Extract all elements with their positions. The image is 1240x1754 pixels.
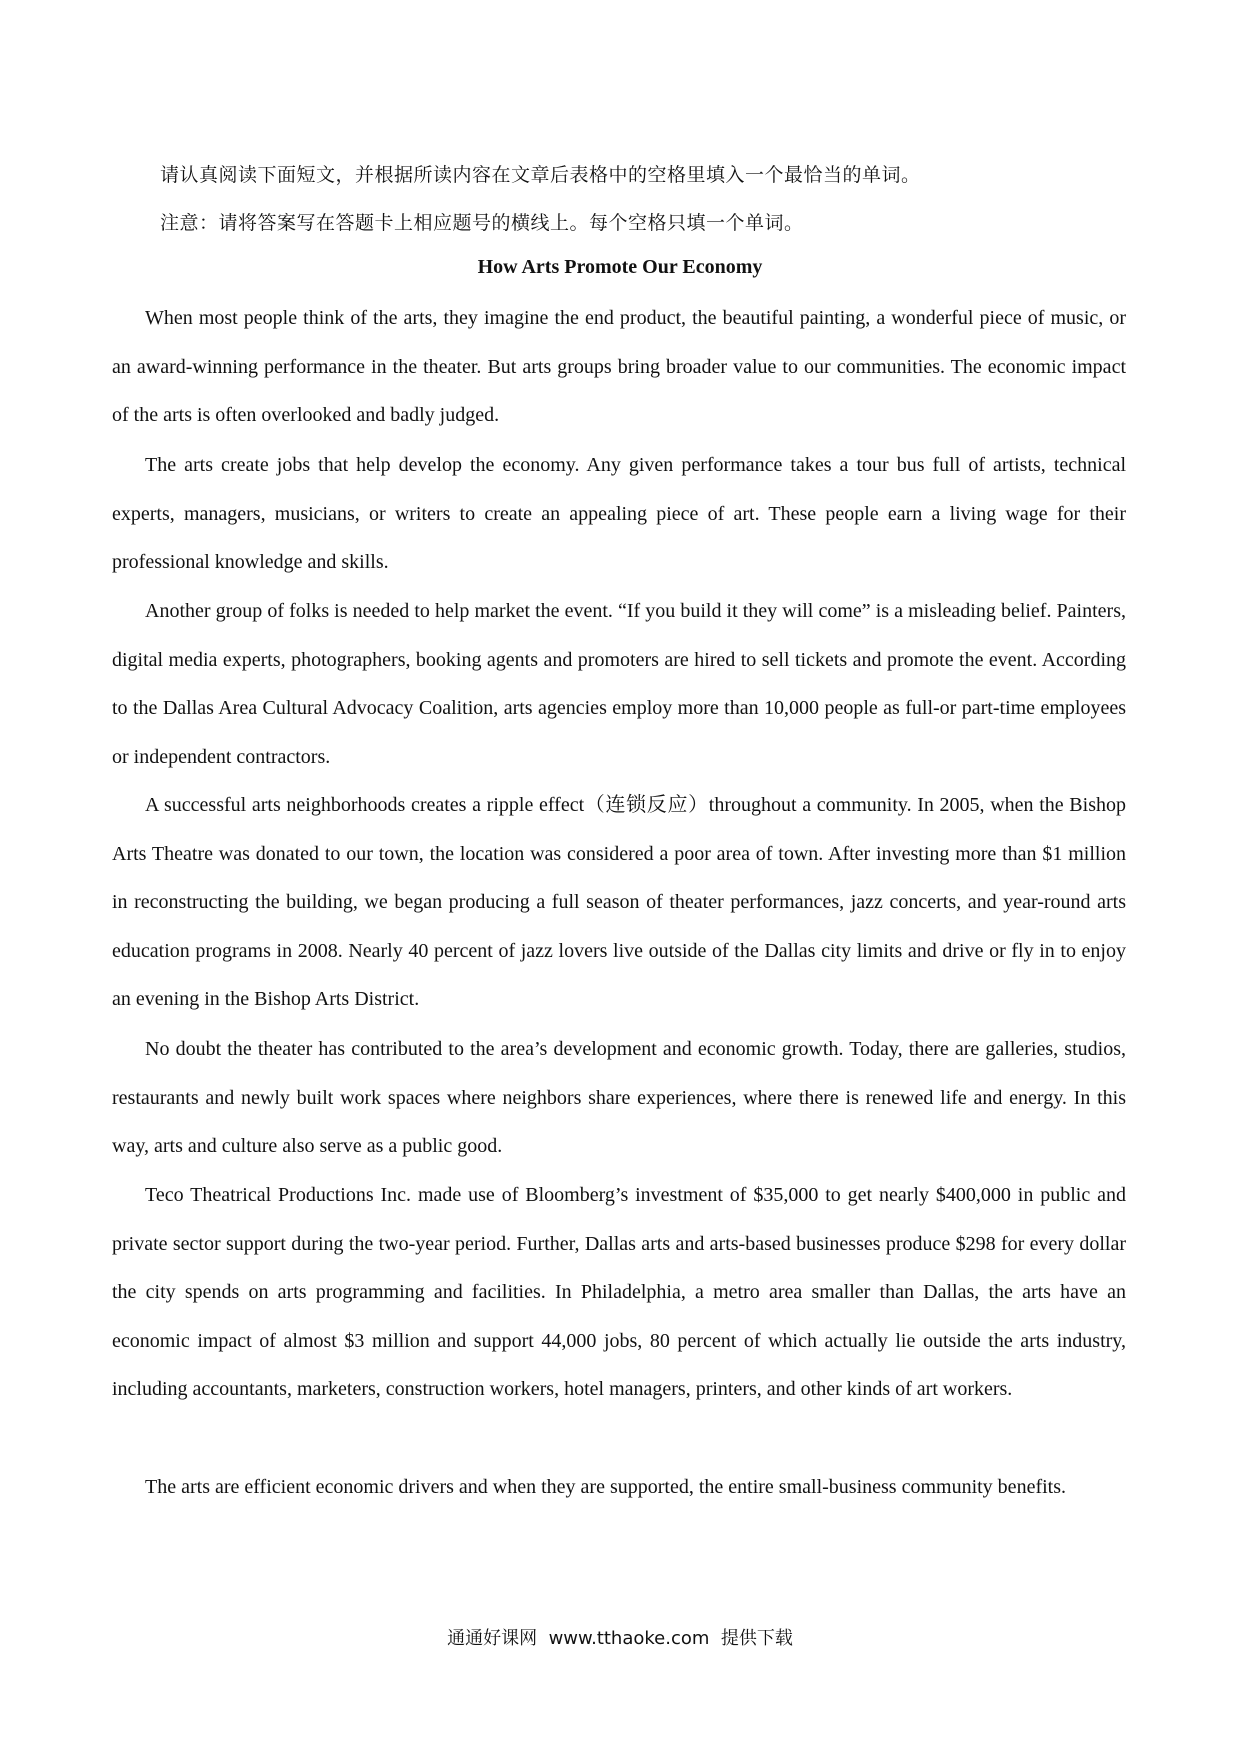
paragraph-3: Another group of folks is needed to help market the event. “If you build it they will come” is a misleading belief. Painters, digital media experts, photographers, booking agents and promoters are hired to sell tickets and promote the event. According to the Dallas Area Cultural Advocacy Coalition, arts agencies employ more than 10,000 people as full-or part-time employees or independent contractors.	[112, 600, 1126, 768]
paragraph-2: The arts create jobs that help develop the economy. Any given performance takes a tour bus full of artists, technical experts, managers, musicians, or writers to create an appealing piece of art. These people earn a living wage for their professional knowledge and skills.	[112, 454, 1126, 574]
article-title: How Arts Promote Our Economy	[477, 256, 763, 278]
paragraph-5: No doubt the theater has contributed to the area’s development and economic growth. Today, there are galleries, studios, restaurants and newly built work spaces where neighbors share experiences, where there is renewed life and energy. In this way, arts and culture also serve as a public good.	[112, 1038, 1126, 1158]
paragraph-1: When most people think of the arts, they imagine the end product, the beautiful painting, a wonderful piece of music, or an award-winning performance in the theater. But arts groups bring broader value to our communities. The economic impact of the arts is often overlooked and badly judged.	[112, 307, 1126, 427]
instruction-line-1: 请认真阅读下面短文，并根据所读内容在文章后表格中的空格里填入一个最恰当的单词。	[160, 164, 921, 186]
paragraph-7: The arts are efficient economic drivers and when they are supported, the entire small-business community benefits.	[145, 1476, 1066, 1498]
footer-source: 通通好课网 www.tthaoke.com 提供下载	[447, 1628, 793, 1649]
paragraph-4: A successful arts neighborhoods creates a ripple effect（连锁反应）throughout a community. In 2005, when the Bishop Arts Theatre was donated to our town, the location was considered a poor area of town. After investing more than $1 million in reconstructing the building, we began producing a full season of theater performances, jazz concerts, and year-round arts education programs in 2008. Nearly 40 percent of jazz lovers live outside of the Dallas city limits and drive or fly in to enjoy an evening in the Bishop Arts District.	[112, 794, 1126, 1011]
instruction-line-2: 注意：请将答案写在答题卡上相应题号的横线上。每个空格只填一个单词。	[160, 212, 804, 234]
paragraph-6: Teco Theatrical Productions Inc. made use of Bloomberg’s investment of $35,000 to get nearly $400,000 in public and private sector support during the two-year period. Further, Dallas arts and arts-based businesses produce $298 for every dollar the city spends on arts programming and facilities. In Philadelphia, a metro area smaller than Dallas, the arts have an economic impact of almost $3 million and support 44,000 jobs, 80 percent of which actually lie outside the arts industry, including accountants, marketers, construction workers, hotel managers, printers, and other kinds of art workers.	[112, 1184, 1126, 1401]
